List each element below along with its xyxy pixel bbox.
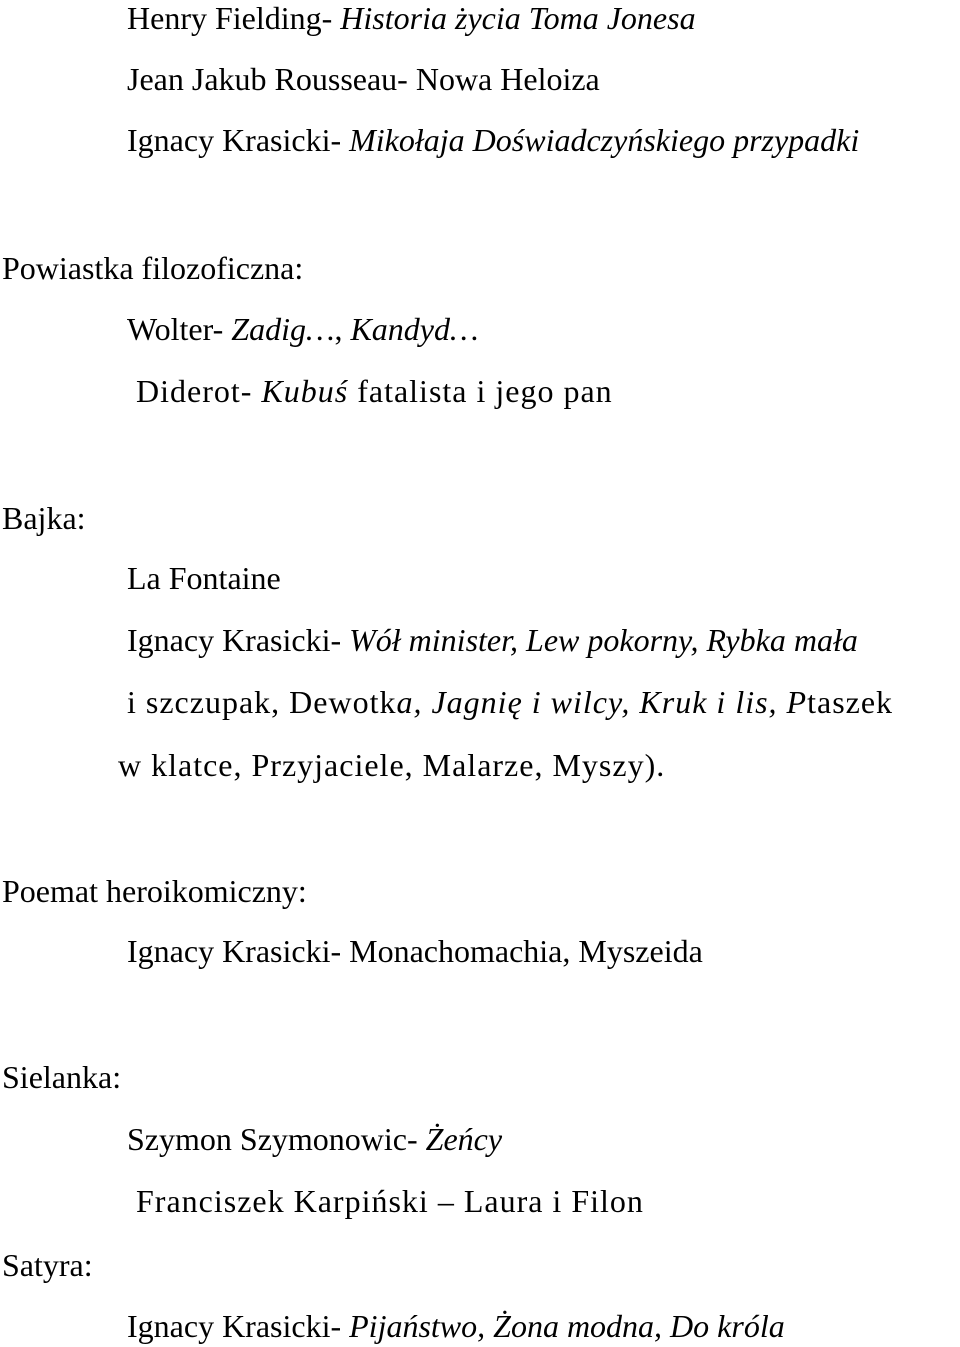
work-titles: Pijaństwo, Żona modna, Do króla [349,1308,785,1344]
text-segment: taszek [807,684,894,720]
novel-entry-fielding [127,2,696,34]
author-name: Szymon Szymonowic- [127,1121,426,1157]
work-titles: Wół minister, Lew pokorny, Rybka mała [349,622,858,658]
work-title: Mikołaja Doświadczyńskiego przypadki [349,122,860,158]
section-heading-fable: Bajka: [2,500,86,536]
entry-krasicki-fables-line-3: w klatce, Przyjaciele, Malarze, Myszy). [118,747,666,783]
work-titles: a, Jagnię i wilcy, Kruk i lis, P [396,684,808,720]
section-heading-mock-epic: Poemat heroikomiczny: [2,873,307,909]
entry-la-fontaine: La Fontaine [127,560,281,596]
author-name: Henry Fielding- [127,0,341,36]
entry-krasicki-mock-epic: Ignacy Krasicki- Monachomachia, Myszeida [127,933,703,969]
work-title: Kubuś [261,373,349,409]
author-name: Wolter- [127,311,232,347]
novel-entry-rousseau [127,63,600,95]
work-title: Żeńcy [425,1121,503,1157]
section-heading-idyll: Sielanka: [2,1059,122,1095]
entry-wolter [127,313,478,345]
work-title: Kandyd… [350,311,479,347]
author-name: Diderot- [136,373,262,409]
entry-krasicki-fables-line-2 [127,686,893,718]
entry-szymonowic [127,1123,502,1155]
work-title: Historia życia Toma Jonesa [340,0,696,36]
work-title: Zadig… [231,311,335,347]
entry-krasicki-satire [127,1310,785,1342]
section-heading-philosophical-tale: Powiastka filozoficzna: [2,250,304,286]
author-and-work: Jean Jakub Rousseau- Nowa Heloiza [127,61,600,97]
author-name: Ignacy Krasicki- [127,1308,350,1344]
work-title-rest: fatalista i jego pan [348,373,613,409]
section-heading-satire: Satyra: [2,1247,93,1283]
separator: , [334,311,351,347]
entry-karpinski: Franciszek Karpiński – Laura i Filon [136,1183,644,1219]
entry-krasicki-fables-line-1 [127,624,858,656]
text-segment: i szczupak, Dewotk [127,684,397,720]
author-name: Ignacy Krasicki- [127,122,350,158]
entry-diderot [136,375,613,407]
novel-entry-krasicki [127,124,859,156]
author-name: Ignacy Krasicki- [127,622,350,658]
